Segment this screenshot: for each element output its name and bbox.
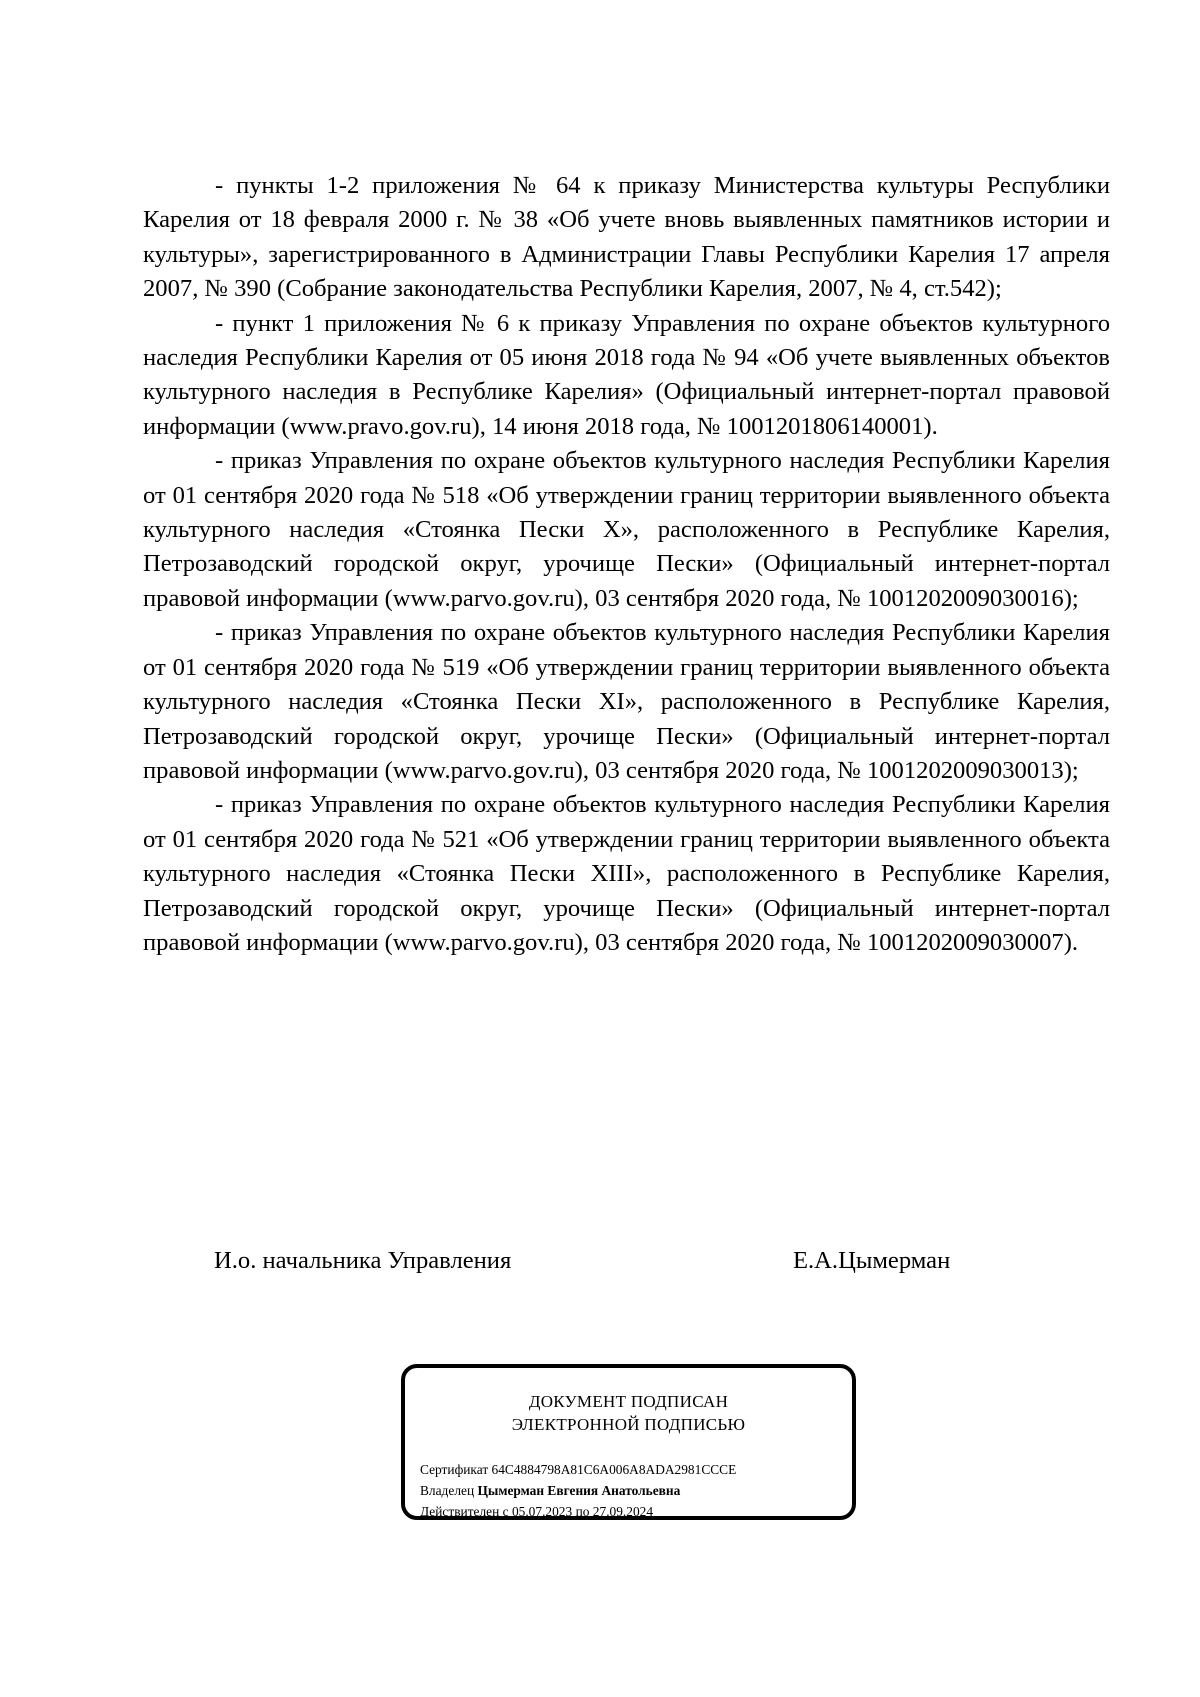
signature-block [0, 1244, 1200, 1280]
stamp-details [420, 1459, 736, 1522]
valid-to-label: по [575, 1504, 590, 1519]
stamp-heading [405, 1390, 852, 1436]
certificate-value: 64C4884798A81C6A006A8ADA2981CCCE [491, 1462, 737, 1477]
certificate-label: Сертификат [420, 1462, 489, 1477]
valid-from: 05.07.2023 [511, 1504, 573, 1519]
paragraph-3: - приказ Управления по охране объектов культурного наследия Республики Карелия от 01 сентября 2020 года № 518 «Об утверждении границ территории выявленного объекта культурного наследия «Стоянка Пески X», расположенного в Республике Карелия, Петрозаводский городской округ, урочище Пески» (Официальный интернет-портал правовой информации (www.parvo.gov.ru), 03 сентября 2020 года, № 1001202009030016); [143, 447, 1110, 612]
signer-name: Е.А.Цымерман [793, 1247, 951, 1274]
signer-position: И.о. начальника Управления [214, 1247, 512, 1274]
electronic-signature-stamp [401, 1364, 856, 1520]
paragraph-5: - приказ Управления по охране объектов культурного наследия Республики Карелия от 01 сентября 2020 года № 521 «Об утверждении границ территории выявленного объекта культурного наследия «Стоянка Пески XIII», расположенного в Республике Карелия, Петрозаводский городской округ, урочище Пески» (Официальный интернет-портал правовой информации (www.parvo.gov.ru), 03 сентября 2020 года, № 1001202009030007). [143, 791, 1110, 956]
valid-to: 27.09.2024 [592, 1504, 654, 1519]
stamp-heading-line-1: ДОКУМЕНТ ПОДПИСАН [528, 1392, 729, 1411]
valid-label: Действителен с [420, 1504, 509, 1519]
stamp-validity-line [420, 1501, 736, 1522]
owner-value: Цымерман Евгения Анатольевна [477, 1483, 681, 1498]
paragraph-2: - пункт 1 приложения № 6 к приказу Управления по охране объектов культурного наследия Республики Карелия от 05 июня 2018 года № 94 «Об учете выявленных объектов культурного наследия в Республике Карелия» (Официальный интернет-портал правовой информации (www.pravo.gov.ru), 14 июня 2018 года, № 1001201806140001). [143, 309, 1110, 440]
document-body [143, 169, 1110, 960]
paragraph-1: - пункты 1-2 приложения № 64 к приказу Министерства культуры Республики Карелия от 18 февраля 2000 г. № 38 «Об учете вновь выявленных памятников истории и культуры», зарегистрированного в Администрации Главы Республики Карелия 17 апреля 2007, № 390 (Собрание законодательства Республики Карелия, 2007, № 4, ст.542); [143, 172, 1110, 303]
owner-label: Владелец [420, 1483, 475, 1498]
stamp-certificate-line [420, 1459, 736, 1480]
stamp-owner-line [420, 1480, 736, 1501]
stamp-heading-line-2: ЭЛЕКТРОННОЙ ПОДПИСЬЮ [511, 1415, 746, 1434]
paragraph-4: - приказ Управления по охране объектов культурного наследия Республики Карелия от 01 сентября 2020 года № 519 «Об утверждении границ территории выявленного объекта культурного наследия «Стоянка Пески XI», расположенного в Республике Карелия, Петрозаводский городской округ, урочище Пески» (Официальный интернет-портал правовой информации (www.parvo.gov.ru), 03 сентября 2020 года, № 1001202009030013); [143, 619, 1110, 784]
